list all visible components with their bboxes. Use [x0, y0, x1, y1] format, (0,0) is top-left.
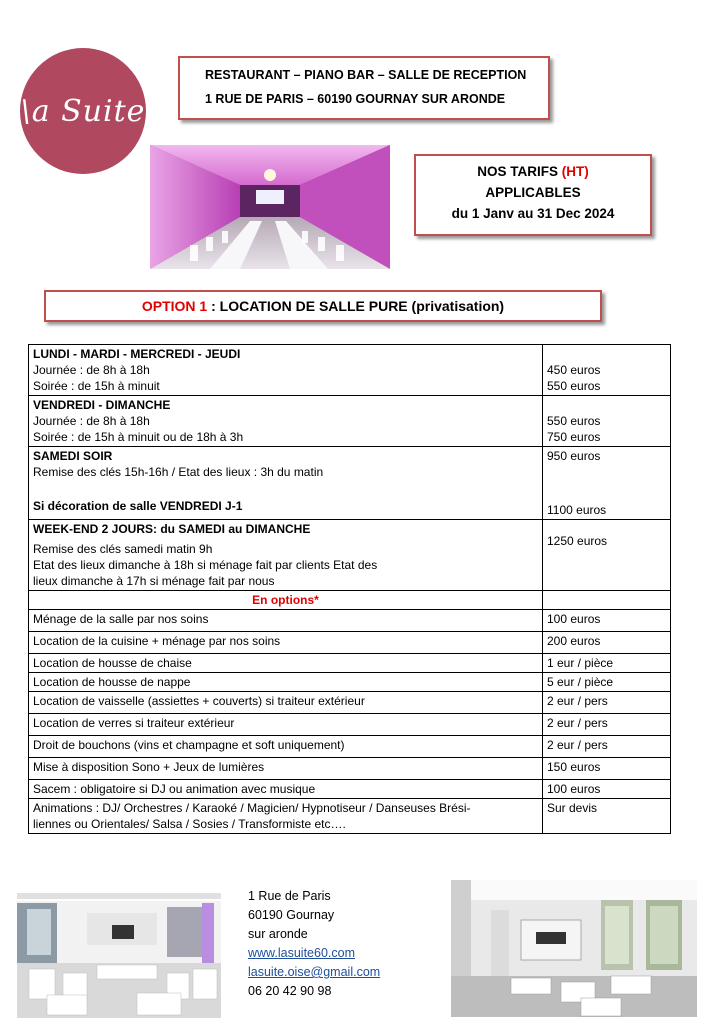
animations-line-1: Animations : DJ/ Orchestres / Karaoké / Magicien/ Hypnotiseur / Danseuses Brési-	[33, 801, 471, 815]
option-label: Location de verres si traiteur extérieur	[29, 714, 543, 736]
option-label: Location de vaisselle (assiettes + couverts) si traiteur extérieur	[29, 692, 543, 714]
option-price: 150 euros	[543, 758, 671, 780]
option-price: 2 eur / pers	[543, 736, 671, 758]
reception-hall-photo	[150, 145, 390, 269]
weekend-heading: WEEK-END 2 JOURS: du SAMEDI au DIMANCHE	[33, 522, 311, 536]
friday-sunday-cell	[29, 396, 543, 447]
weekdays-evening-price: 550 euros	[547, 379, 601, 393]
logo	[20, 48, 146, 174]
table-row	[29, 632, 671, 654]
saturday-heading: SAMEDI SOIR	[33, 449, 113, 463]
option-price: 100 euros	[543, 780, 671, 799]
saturday-details: Remise des clés 15h-16h / Etat des lieux : 3h du matin	[33, 465, 324, 479]
option-label: Droit de bouchons (vins et champagne et soft uniquement)	[29, 736, 543, 758]
friday-sunday-heading: VENDREDI - DIMANCHE	[33, 398, 171, 412]
contact-address-line-2: 60190 Gournay	[248, 908, 335, 922]
table-row	[29, 654, 671, 673]
options-heading: En options*	[29, 591, 543, 610]
weekdays-heading: LUNDI - MARDI - MERCREDI - JEUDI	[33, 347, 241, 361]
option-title: : LOCATION DE SALLE PURE (privatisation)	[207, 298, 505, 314]
table-row	[29, 673, 671, 692]
table-row	[29, 799, 671, 834]
option-title-box	[44, 290, 602, 322]
table-row	[29, 345, 671, 396]
tarifs-applicables: APPLICABLES	[485, 185, 581, 200]
friday-sunday-day-hours: Journée : de 8h à 18h	[33, 414, 150, 428]
weekdays-evening-hours: Soirée : de 15h à minuit	[33, 379, 160, 393]
saturday-decoration-price: 1100 euros	[547, 503, 607, 517]
option-price: 5 eur / pièce	[543, 673, 671, 692]
weekend-price: 1250 euros	[547, 534, 608, 548]
table-row	[29, 520, 671, 591]
option-price: 2 eur / pers	[543, 692, 671, 714]
animations-line-2: liennes ou Orientales/ Salsa / Sosies / Transformiste etc….	[33, 817, 346, 831]
weekdays-day-price: 450 euros	[547, 363, 601, 377]
friday-sunday-day-price: 550 euros	[547, 414, 601, 428]
option-label: Location de housse de chaise	[29, 654, 543, 673]
header-line-2: 1 RUE DE PARIS – 60190 GOURNAY SUR ARONDE	[205, 92, 506, 106]
table-row	[29, 780, 671, 799]
weekdays-day-hours: Journée : de 8h à 18h	[33, 363, 150, 377]
weekend-inventory-1: Etat des lieux dimanche à 18h si ménage fait par clients Etat des	[33, 558, 378, 572]
weekend-price-cell	[543, 520, 671, 591]
options-heading-price-cell	[543, 591, 671, 610]
weekend-inventory-2: lieux dimanche à 17h si ménage fait par nous	[33, 574, 275, 588]
weekdays-cell	[29, 345, 543, 396]
table-row	[29, 758, 671, 780]
table-row	[29, 610, 671, 632]
contact-address-line-3: sur aronde	[248, 927, 308, 941]
table-row	[29, 714, 671, 736]
table-row	[29, 447, 671, 520]
option-price: 100 euros	[543, 610, 671, 632]
option-label: Ménage de la salle par nos soins	[29, 610, 543, 632]
pricing-table	[28, 344, 671, 834]
saturday-cell	[29, 447, 543, 520]
contact-phone: 06 20 42 90 98	[248, 984, 332, 998]
email-link[interactable]: lasuite.oise@gmail.com	[248, 965, 381, 979]
lounge-room-photo	[451, 880, 697, 1017]
logo-text: \a Suite	[20, 93, 146, 129]
weekend-keys: Remise des clés samedi matin 9h	[33, 542, 213, 556]
table-row	[29, 396, 671, 447]
table-row	[29, 692, 671, 714]
option-label: Location de housse de nappe	[29, 673, 543, 692]
header-box	[178, 56, 550, 120]
weekend-cell	[29, 520, 543, 591]
friday-sunday-evening-hours: Soirée : de 15h à minuit ou de 18h à 3h	[33, 430, 244, 444]
option-label: Sacem : obligatoire si DJ ou animation avec musique	[29, 780, 543, 799]
option-label: Mise à disposition Sono + Jeux de lumières	[29, 758, 543, 780]
website-link[interactable]: www.lasuite60.com	[248, 946, 355, 960]
dining-room-photo	[17, 873, 221, 1018]
table-row	[29, 736, 671, 758]
animations-cell	[29, 799, 543, 834]
saturday-price-cell	[543, 447, 671, 520]
option-label: Location de la cuisine + ménage par nos soins	[29, 632, 543, 654]
saturday-price: 950 euros	[547, 449, 601, 463]
table-row	[29, 591, 671, 610]
weekdays-price-cell	[543, 345, 671, 396]
contact-block	[248, 887, 380, 1001]
header-line-1: RESTAURANT – PIANO BAR – SALLE DE RECEPTION	[205, 68, 527, 82]
option-price: 200 euros	[543, 632, 671, 654]
tarifs-box	[414, 154, 652, 236]
friday-sunday-evening-price: 750 euros	[547, 430, 601, 444]
friday-sunday-price-cell	[543, 396, 671, 447]
animations-price: Sur devis	[543, 799, 671, 834]
tarifs-period: du 1 Janv au 31 Dec 2024	[451, 206, 615, 221]
option-price: 2 eur / pers	[543, 714, 671, 736]
option-price: 1 eur / pièce	[543, 654, 671, 673]
contact-address-line-1: 1 Rue de Paris	[248, 889, 331, 903]
saturday-decoration: Si décoration de salle VENDREDI J-1	[33, 499, 243, 513]
tarifs-title: NOS TARIFS (HT)	[477, 164, 589, 179]
ht-label: (HT)	[561, 164, 589, 179]
option-number: OPTION 1	[141, 298, 208, 314]
